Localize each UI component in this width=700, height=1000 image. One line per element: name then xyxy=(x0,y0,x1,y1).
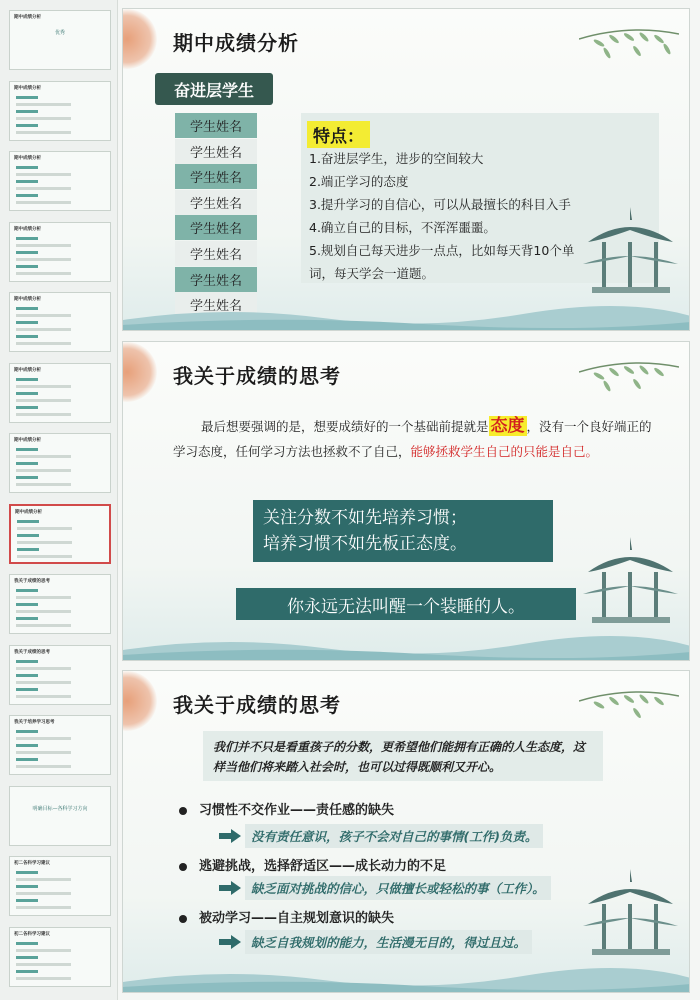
para-text: 最后想要强调的是，想要成绩好的一个基础前提就是 xyxy=(201,419,489,434)
thumbnail-content xyxy=(16,942,71,984)
right-arrow-icon xyxy=(219,829,241,843)
thumbnail-title: 期中成绩分析 xyxy=(14,438,41,443)
slide-thoughts-responsibility xyxy=(122,670,690,993)
slide-thumbnail[interactable] xyxy=(9,856,111,916)
attitude-paragraph xyxy=(173,414,653,464)
slide-thumbnail[interactable] xyxy=(9,10,111,70)
student-name-cell: 学生姓名 xyxy=(175,113,257,138)
willow-branch-icon xyxy=(579,19,679,79)
slide-heading: 我关于成绩的思考 xyxy=(173,693,341,717)
habit-banner xyxy=(253,500,553,562)
feature-item: 5.规划自己每天进步一点点，比如每天背10个单 xyxy=(309,243,575,258)
bullet-point: 被动学习——自主规划意识的缺失 xyxy=(179,907,394,926)
student-name-list xyxy=(175,113,257,318)
thumbnail-content xyxy=(16,660,71,702)
slide-thumbnail[interactable] xyxy=(9,222,111,282)
slide-thoughts-attitude xyxy=(122,341,690,661)
hills-decoration xyxy=(123,952,690,992)
sun-decoration xyxy=(122,9,157,69)
thumbnail-content xyxy=(16,237,71,279)
thumbnail-caption: 优秀 xyxy=(54,30,65,36)
thumbnail-caption: 明确目标—各科学习方向 xyxy=(32,805,88,812)
thumbnail-title: 期中成绩分析 xyxy=(14,85,41,91)
student-name-cell: 学生姓名 xyxy=(175,164,257,189)
banner-line: 培养习惯不如先板正态度。 xyxy=(263,534,467,554)
feature-item: 2.端正学习的态度 xyxy=(309,174,409,189)
features-title: 特点： xyxy=(307,121,370,148)
slide-thumbnail[interactable] xyxy=(9,81,111,141)
feature-item: 4.确立自己的目标，不浑浑噩噩。 xyxy=(309,220,496,235)
quote-box: 我们并不只是看重孩子的分数，更希望他们能拥有正确的人生态度，这样当他们将来踏入社会时，也可以过得既顺利又开心。 xyxy=(203,731,603,781)
bullet-detail: 缺乏自我规划的能力，生活漫无目的，得过且过。 xyxy=(219,930,532,954)
thumbnail-content xyxy=(16,96,71,138)
feature-item: 1.奋进层学生，进步的空间较大 xyxy=(309,151,484,166)
thumbnail-content xyxy=(17,520,72,562)
banner-line: 关注分数不如先培养习惯； xyxy=(263,508,467,528)
slide-thumbnail[interactable] xyxy=(9,292,111,352)
attitude-highlight: 态度 xyxy=(490,416,525,436)
slide-thumbnail[interactable] xyxy=(9,715,111,775)
para-red-text: 能够拯救学生自己的只能是自己。 xyxy=(410,444,599,459)
slide-grade-analysis xyxy=(122,8,690,331)
thumbnail-content xyxy=(16,730,71,772)
slide-thumbnail[interactable] xyxy=(9,786,111,846)
hills-decoration xyxy=(123,620,690,660)
thumbnail-title: 初二各科学习建议 xyxy=(14,861,50,866)
thumbnail-title: 期中成绩分析 xyxy=(14,156,41,161)
thumbnail-title: 初二各科学习建议 xyxy=(14,931,50,937)
slide-heading: 期中成绩分析 xyxy=(173,31,299,55)
thumbnail-title: 我关于培养学习思考 xyxy=(14,720,55,725)
thumbnail-title: 期中成绩分析 xyxy=(14,226,41,232)
thumbnail-content xyxy=(16,166,71,208)
slide-thumbnail[interactable] xyxy=(9,927,111,987)
para-text: ，没有一个良好端正的学习态度，任何学习方法也拯救不了自己， xyxy=(173,419,652,459)
thumbnail-title: 期中成绩分析 xyxy=(15,509,42,515)
student-name-cell: 学生姓名 xyxy=(175,267,257,292)
bullet-dot-icon xyxy=(179,915,187,923)
thumbnail-content xyxy=(16,589,71,631)
bullet-detail: 缺乏面对挑战的信心，只做擅长或轻松的事（工作）。 xyxy=(219,876,551,900)
right-arrow-icon xyxy=(219,881,241,895)
thumbnail-content xyxy=(16,448,71,490)
bullet-detail: 没有责任意识，孩子不会对自己的事情(工作)负责。 xyxy=(219,824,543,848)
student-name-cell: 学生姓名 xyxy=(175,139,257,164)
bullet-point: 逃避挑战，选择舒适区——成长动力的不足 xyxy=(179,855,446,874)
student-name-cell: 学生姓名 xyxy=(175,215,257,240)
bullet-dot-icon xyxy=(179,863,187,871)
sleeping-banner: 你永远无法叫醒一个装睡的人。 xyxy=(236,588,576,620)
slide-thumbnail[interactable] xyxy=(9,574,111,634)
group-label: 奋进层学生 xyxy=(155,73,273,105)
thumbnail-title: 期中成绩分析 xyxy=(14,15,41,20)
thumbnail-title: 我关于成绩的思考 xyxy=(14,649,50,655)
hills-decoration xyxy=(123,290,690,330)
feature-item: 词，每天学会一道题。 xyxy=(309,266,435,281)
thumbnail-title: 我关于成绩的思考 xyxy=(14,579,50,584)
student-name-cell: 学生姓名 xyxy=(175,241,257,266)
thumbnail-content xyxy=(16,871,71,913)
right-arrow-icon xyxy=(219,935,241,949)
slide-thumbnail-panel xyxy=(0,0,118,1000)
student-name-cell: 学生姓名 xyxy=(175,292,257,317)
slide-thumbnail[interactable] xyxy=(9,504,111,564)
slide-thumbnail[interactable] xyxy=(9,151,111,211)
slide-thumbnail[interactable] xyxy=(9,433,111,493)
bullet-point: 习惯性不交作业——责任感的缺失 xyxy=(179,799,394,818)
student-name-cell: 学生姓名 xyxy=(175,190,257,215)
slide-heading: 我关于成绩的思考 xyxy=(173,364,341,388)
willow-branch-icon xyxy=(579,352,679,412)
feature-item: 3.提升学习的自信心，可以从最擅长的科目入手 xyxy=(309,197,571,212)
thumbnail-title: 期中成绩分析 xyxy=(14,367,41,373)
thumbnail-content xyxy=(16,378,71,420)
thumbnail-content xyxy=(16,307,71,349)
slide-thumbnail[interactable] xyxy=(9,645,111,705)
thumbnail-title: 期中成绩分析 xyxy=(14,297,41,302)
slide-thumbnail[interactable] xyxy=(9,363,111,423)
bullet-dot-icon xyxy=(179,807,187,815)
sun-decoration xyxy=(122,671,157,731)
sun-decoration xyxy=(122,342,157,402)
